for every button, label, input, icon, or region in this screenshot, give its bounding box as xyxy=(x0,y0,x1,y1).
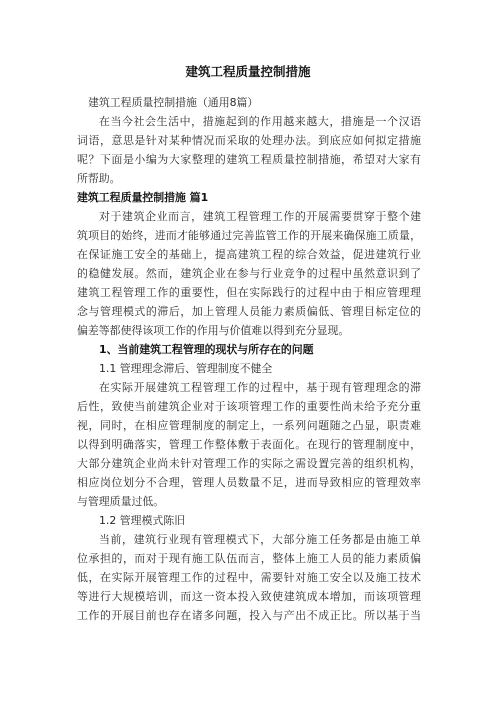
paragraph-line: 偏差等都使得该项工作的作用与价值难以得到充分显现。 xyxy=(77,324,350,337)
paragraph-line: 呢？下面是小编为大家整理的建筑工程质量控制措施，希望对大家有 xyxy=(77,153,421,166)
subsection-heading: 1、当前建筑工程管理的现状与所存在的问题 xyxy=(99,343,314,356)
paragraph-line: 以得到明确落实，管理工作整体敷于表面化。在现行的管理制度中， xyxy=(77,438,421,451)
document-title: 建筑工程质量控制措施 xyxy=(185,64,311,79)
paragraph-line: 建筑工程管理工作的重要性，但在实际践行的过程中由于相应管理理 xyxy=(77,286,421,299)
paragraph-line: 的稳健发展。然而，建筑企业在参与行业竞争的过程中虽然意识到了 xyxy=(77,267,421,280)
paragraph-line: 在当今社会生活中，措施起到的作用越来越大，措施是一个汉语 xyxy=(99,115,421,128)
document-body xyxy=(77,93,421,625)
paragraph-line: 与管理质量过低。 xyxy=(77,495,165,508)
paragraph-line: 等进行大规模培训，而这一资本投入致使建筑成本增加，而该项管理 xyxy=(77,590,421,603)
paragraph-line: 位承担的，而对于现有施工队伍而言，整体上施工人员的能力素质偏 xyxy=(77,552,421,565)
paragraph-line: 后性，致使当前建筑企业对于该项管理工作的重要性尚未给予充分重 xyxy=(77,400,421,413)
paragraph-line: 当前，建筑行业现有管理模式下，大部分施工任务都是由施工单 xyxy=(99,533,421,546)
paragraph-line: 对于建筑企业而言，建筑工程管理工作的开展需要贯穿于整个建 xyxy=(99,210,421,223)
paragraph-line: 工作的开展目前也存在诸多问题，投入与产出不成正比。所以基于当 xyxy=(77,609,421,622)
paragraph-line: 视，同时，在相应管理制度的制定上，一系列问题随之凸显，职责难 xyxy=(77,419,421,432)
paragraph-line: 念与管理模式的滞后，加上管理人员能力素质偏低、管理目标定位的 xyxy=(77,305,421,318)
section-heading: 建筑工程质量控制措施 篇1 xyxy=(77,191,209,204)
paragraph-line: 相应岗位划分不合理，管理人员数量不足，进而导致相应的管理效率 xyxy=(77,476,421,489)
paragraph-line: 大部分建筑企业尚未针对管理工作的实际之需设置完善的组织机构， xyxy=(77,457,421,470)
paragraph-line: 筑项目的始终，进而才能够通过完善监管工作的开展来确保施工质量， xyxy=(77,229,421,242)
paragraph-line: 低，在实际开展管理工作的过程中，需要针对施工安全以及施工技术 xyxy=(77,571,421,584)
paragraph-line: 在保证施工安全的基础上，提高建筑工程的综合效益，促进建筑行业 xyxy=(77,248,421,261)
subtitle-line: 建筑工程质量控制措施（通用8篇） xyxy=(88,96,259,109)
paragraph-line: 词语，意思是针对某种情况而采取的处理办法。到底应如何拟定措施 xyxy=(77,134,421,147)
subsection-heading: 1.2 管理模式陈旧 xyxy=(99,514,186,527)
subsection-heading: 1.1 管理理念滞后、管理制度不健全 xyxy=(99,362,273,375)
paragraph-line: 所帮助。 xyxy=(77,172,121,185)
paragraph-line: 在实际开展建筑工程管理工作的过程中，基于现有管理理念的滞 xyxy=(99,381,421,394)
